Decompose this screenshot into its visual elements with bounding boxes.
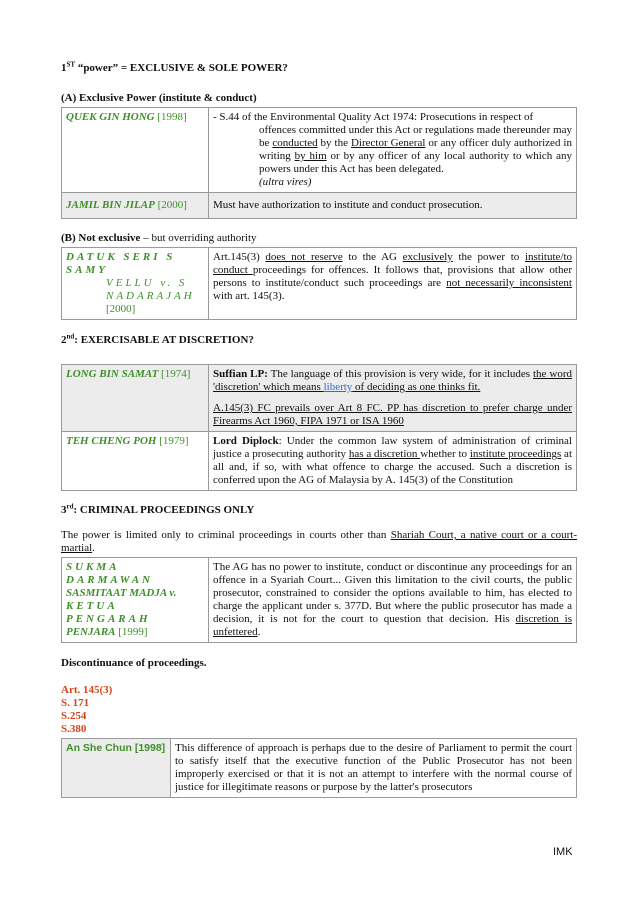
judge-name: Lord Diplock xyxy=(213,435,279,447)
case-name: SASMITAAT MADJA v. xyxy=(66,587,177,599)
table-row xyxy=(62,739,577,798)
case-text-underline: conducted xyxy=(272,137,318,149)
section-b-title xyxy=(61,232,577,245)
case-cell xyxy=(62,248,209,320)
heading-text: : CRIMINAL PROCEEDINGS ONLY xyxy=(73,504,255,516)
case-text: with art. 145(3). xyxy=(213,290,285,302)
case-name: VELLU v. S xyxy=(106,277,188,289)
case-text: - S.44 of the Environmental Quality Act 1974: Prosecutions in respect of xyxy=(213,111,534,123)
table-row xyxy=(62,432,577,491)
case-text-underline: institute/to conduct xyxy=(213,251,572,276)
criminal-paragraph xyxy=(61,529,577,555)
case-text-underline: does not reserve xyxy=(265,251,343,263)
case-text: . xyxy=(257,626,261,638)
case-text: by the xyxy=(317,137,351,149)
heading-num: 1 xyxy=(61,62,67,74)
case-text: offences committed under this Act or regulations made thereunder may be xyxy=(259,124,572,149)
case-name: An She Chun [1998] xyxy=(66,742,166,754)
case-text: Art.145(3) xyxy=(213,251,266,263)
paragraph-text: The power is limited only to criminal proceedings in courts other than xyxy=(61,529,391,541)
table-row xyxy=(62,193,577,219)
case-text-cell xyxy=(209,365,577,432)
case-cell xyxy=(62,365,209,432)
case-text-cell xyxy=(209,248,577,320)
case-text: The language of this provision is very wide, for it includes xyxy=(267,368,533,380)
case-text: to the AG xyxy=(342,251,403,263)
table-row xyxy=(62,558,577,643)
reference-item: S.380 xyxy=(61,723,87,735)
case-name: QUEK GIN HONG xyxy=(66,111,155,123)
heading-third xyxy=(61,504,577,517)
case-text-cell xyxy=(209,193,577,219)
heading-num: 2 xyxy=(61,334,67,346)
heading-num: 3 xyxy=(61,504,67,516)
case-text: This difference of approach is perhaps due to the desire of Parliament to permit the court to satisfy itself that the executive function of the Public Prosecutor has not been improperly exercised or that it is not an attempt to interfere with the normal course of justice for illegitimate reasons or purpose by the latter's prosecutors xyxy=(175,742,572,793)
case-cell xyxy=(62,739,171,798)
heading-text: “power” = EXCLUSIVE & SOLE POWER? xyxy=(75,62,288,74)
table-not-exclusive xyxy=(61,247,577,320)
case-text-cell xyxy=(171,739,577,798)
case-text-underline: not necessarily inconsistent xyxy=(446,277,572,289)
case-text-underline: Director General xyxy=(350,137,426,149)
reference-item: S. 171 xyxy=(61,697,90,709)
case-text: Must have authorization to institute and conduct prosecution. xyxy=(213,199,483,211)
case-text-italic: (ultra vires) xyxy=(259,176,312,188)
case-text-underline: discretion is unfettered xyxy=(213,613,573,638)
heading-sup: ST xyxy=(66,60,76,69)
case-year: [2000] xyxy=(154,199,187,211)
section-b-rest: – but overriding authority xyxy=(140,232,257,244)
case-text: the power to xyxy=(452,251,525,263)
case-name: KETUA PENGARAH xyxy=(66,600,151,625)
case-name: DATUK SERI S SAMY xyxy=(66,251,176,276)
reference-item: Art. 145(3) xyxy=(61,684,113,696)
case-year: [2000] xyxy=(106,303,136,315)
case-text-underline: by him xyxy=(294,150,327,162)
case-name: TEH CHENG POH xyxy=(66,435,157,447)
case-text: The AG has no power to institute, conduct or discontinue any proceedings for an offence in a Syariah Court... Given this limitation to the civil courts, the public prosecutor, constrained to consider the options available to him, has elected to charge the applicant under s. 377D. But where the public prosecutor has made a decision, it is not for the court to question that decision. His xyxy=(213,561,572,625)
table-discontinuance xyxy=(61,738,577,798)
discontinuance-heading: Discontinuance of proceedings. xyxy=(61,657,207,669)
table-row xyxy=(62,108,577,193)
case-name: SUKMA DARMAWAN xyxy=(66,561,153,586)
heading-second xyxy=(61,334,577,347)
case-text: whether to xyxy=(420,448,470,460)
case-year: [1979] xyxy=(156,435,189,447)
table-exclusive xyxy=(61,107,577,219)
case-text-cell xyxy=(209,558,577,643)
paragraph-text: . xyxy=(92,542,95,554)
case-text: proceedings for offences. It follows that, provisions that allow other persons to institute/conduct such proceedings are xyxy=(213,264,572,289)
case-text-underline: the word 'discretion' which means xyxy=(213,368,572,393)
case-year: [1999] xyxy=(115,626,148,638)
case-text-underline: has a discretion xyxy=(348,448,421,460)
paragraph-text-underline: Shariah Court, a native court or a court-martial xyxy=(61,529,577,554)
case-text: or by any officer of any local authority to which any powers under this Act has been delegated. xyxy=(259,150,572,175)
reference-list xyxy=(61,684,577,736)
case-text: or any officer duly authorized in writing xyxy=(259,137,572,162)
heading-first xyxy=(61,62,577,75)
table-criminal xyxy=(61,557,577,643)
case-cell xyxy=(62,432,209,491)
footer-initials: IMK xyxy=(553,846,573,858)
section-b-bold: (B) Not exclusive xyxy=(61,232,141,244)
case-text-link: liberty xyxy=(323,381,353,393)
section-a-title: (A) Exclusive Power (institute & conduct) xyxy=(61,92,257,104)
heading-sup: nd xyxy=(66,332,75,341)
case-name: NADARAJAH xyxy=(106,290,195,302)
case-text: : Under the common law system of administration of criminal justice a prosecuting authority xyxy=(213,435,572,460)
case-name: PENJARA xyxy=(66,626,116,638)
document-page xyxy=(61,62,577,798)
heading-text: : EXERCISABLE AT DISCRETION? xyxy=(74,334,254,346)
case-text-underline: of deciding as one thinks fit. xyxy=(352,381,481,393)
reference-item: S.254 xyxy=(61,710,87,722)
table-discretion xyxy=(61,364,577,491)
case-text-underline: institute proceedings xyxy=(469,448,562,460)
case-text-cell xyxy=(209,432,577,491)
case-text-cell xyxy=(209,108,577,193)
case-name: LONG BIN SAMAT xyxy=(66,368,159,380)
table-row xyxy=(62,248,577,320)
case-cell xyxy=(62,193,209,219)
case-name: JAMIL BIN JILAP xyxy=(66,199,155,211)
case-cell xyxy=(62,108,209,193)
case-text-underline: exclusively xyxy=(402,251,453,263)
table-row xyxy=(62,365,577,432)
judge-name: Suffian LP: xyxy=(213,368,268,380)
case-text: at all and, if so, with what offence to charge the accused. Such a discretion is conferred upon the AG of Malaysia by A. 145(3) of the Constitution xyxy=(213,448,572,486)
case-year: [1974] xyxy=(158,368,191,380)
case-cell xyxy=(62,558,209,643)
case-year: [1998] xyxy=(154,111,187,123)
heading-sup: rd xyxy=(66,502,74,511)
case-text-underline: A.145(3) FC prevails over Art 8 FC. PP has discretion to prefer charge under Firearms Act 1960, FIPA 1971 or ISA 1960 xyxy=(213,402,572,427)
